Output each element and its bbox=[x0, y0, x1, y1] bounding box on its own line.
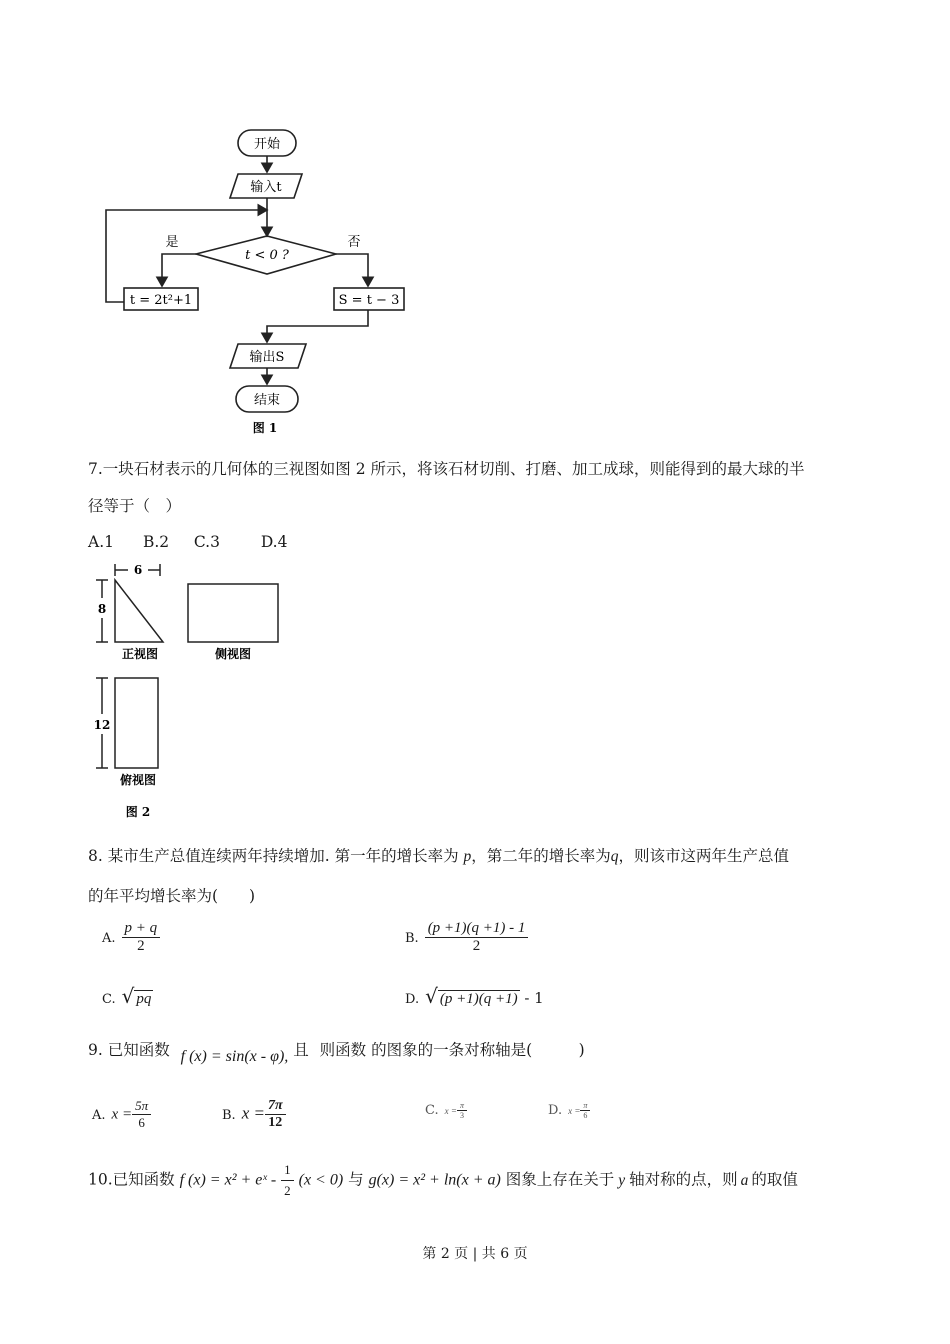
q8-p: p bbox=[463, 848, 472, 865]
figure-2-caption: 图 2 bbox=[125, 805, 151, 819]
q7-line2: 径等于（ ） bbox=[88, 497, 182, 515]
q9-mid1: 且 bbox=[293, 1041, 309, 1059]
no-label: 否 bbox=[347, 235, 361, 250]
q8-b-numerator: (p +1)(q +1) - 1 bbox=[425, 920, 529, 938]
q9-a-lhs: x = bbox=[111, 1106, 133, 1123]
yes-label: 是 bbox=[165, 235, 179, 250]
q8-option-a bbox=[102, 920, 160, 955]
dim-width-label: 6 bbox=[133, 563, 143, 577]
front-view-triangle bbox=[115, 580, 163, 642]
q9-d-denominator: 6 bbox=[583, 1110, 588, 1120]
dim-length-label: 12 bbox=[93, 718, 111, 732]
q10-half-denominator: 2 bbox=[284, 1183, 291, 1198]
q7-options bbox=[88, 532, 287, 552]
q8-d-label: D. bbox=[405, 992, 420, 1007]
input-label: 输入t bbox=[250, 180, 282, 195]
q8-a-label: A. bbox=[102, 930, 116, 946]
q9-b-denominator: 12 bbox=[268, 1115, 283, 1130]
q10-g-expression: g(x) = x² + ln(x + a) bbox=[368, 1171, 501, 1189]
q9-option-a bbox=[92, 1098, 151, 1131]
top-view-label: 俯视图 bbox=[119, 773, 157, 787]
no-box-label: S = t − 3 bbox=[338, 293, 400, 308]
q9-option-b bbox=[222, 1098, 286, 1131]
q9-line bbox=[88, 1040, 585, 1065]
q8-a-denominator: 2 bbox=[137, 938, 145, 954]
q9-b-lhs: x = bbox=[241, 1103, 265, 1123]
q7-option-c: C.3 bbox=[193, 533, 220, 551]
condition-label: t < 0 ? bbox=[245, 248, 289, 263]
top-view-rectangle bbox=[115, 678, 158, 768]
q8-c-label: C. bbox=[102, 992, 116, 1007]
q10-line bbox=[88, 1160, 798, 1201]
q10-a: a bbox=[740, 1171, 749, 1189]
q8-option-c bbox=[102, 984, 153, 1008]
q10-half-numerator: 1 bbox=[281, 1160, 294, 1181]
q8-line1 bbox=[88, 846, 789, 867]
q9-function: f (x) = sin(x - φ), bbox=[180, 1048, 289, 1065]
q9-option-d bbox=[548, 1100, 590, 1120]
q9-d-lhs: x = bbox=[568, 1106, 581, 1116]
q9-d-numerator: π bbox=[580, 1101, 590, 1111]
q7-option-a: A.1 bbox=[88, 533, 114, 551]
side-view-label: 侧视图 bbox=[214, 647, 252, 661]
figure-1-caption: 图 1 bbox=[252, 421, 278, 435]
q9-mid2: 则函数 bbox=[319, 1041, 367, 1059]
q8-text-a: 8. 某市生产总值连续两年持续增加. 第一年的增长率为 bbox=[88, 847, 464, 865]
q9-c-numerator: π bbox=[457, 1101, 467, 1111]
q10-f-domain: (x < 0) bbox=[298, 1171, 344, 1189]
q8-option-d bbox=[405, 984, 544, 1008]
q8-b-label: B. bbox=[405, 930, 419, 946]
page-footer: 第 2 页 | 共 6 页 bbox=[422, 1246, 528, 1262]
q7-option-d: D.4 bbox=[260, 533, 288, 551]
q9-a-numerator: 5π bbox=[132, 1098, 151, 1115]
q8-text-c: ，则该市这两年生产总值 bbox=[618, 847, 790, 865]
q8-c-expr: pq bbox=[136, 991, 152, 1007]
q9-c-lhs: x = bbox=[444, 1106, 457, 1116]
q10-y: y bbox=[618, 1171, 626, 1189]
q9-prefix: 9. 已知函数 bbox=[88, 1041, 170, 1059]
q10-suffix-c: 的取值 bbox=[751, 1170, 798, 1189]
q10-f-expression: f (x) = x² + eˣ - bbox=[179, 1171, 277, 1189]
side-view-rectangle bbox=[188, 584, 278, 642]
q10-prefix: 10.已知函数 bbox=[88, 1170, 175, 1189]
q9-b-label: B. bbox=[222, 1107, 236, 1123]
q8-option-b bbox=[405, 920, 528, 955]
q8-d-tail: - 1 bbox=[519, 989, 544, 1007]
flowchart-figure-1 bbox=[100, 120, 440, 440]
q8-a-numerator: p + q bbox=[122, 920, 161, 938]
start-label: 开始 bbox=[253, 137, 281, 152]
q10-mid: 与 bbox=[348, 1170, 364, 1189]
q9-d-label: D. bbox=[548, 1103, 563, 1118]
q9-a-label: A. bbox=[92, 1107, 106, 1123]
q9-suffix: 的图象的一条对称轴是( ) bbox=[371, 1041, 585, 1059]
q7-line1: 7.一块石材表示的几何体的三视图如图 2 所示，将该石材切削、打磨、加工成球，则能得到的最大球的半 bbox=[88, 460, 805, 478]
q9-b-numerator: 7π bbox=[265, 1098, 286, 1115]
sqrt-icon: √ bbox=[121, 984, 135, 1008]
q8-line2: 的年平均增长率为( ) bbox=[88, 887, 256, 905]
q9-option-c bbox=[425, 1100, 467, 1120]
yes-box-label: t = 2t²+1 bbox=[129, 293, 193, 308]
q8-q: q bbox=[610, 848, 619, 865]
three-view-figure-2 bbox=[90, 560, 410, 825]
q8-d-expr: (p +1)(q +1) bbox=[439, 991, 518, 1007]
sqrt-icon: √ bbox=[425, 984, 438, 1008]
q10-suffix-a: 图象上存在关于 bbox=[505, 1170, 615, 1189]
q9-c-denominator: 3 bbox=[459, 1110, 464, 1120]
q8-b-denominator: 2 bbox=[472, 938, 481, 954]
q8-text-b: ，第二年的增长率为 bbox=[471, 847, 611, 865]
q9-a-denominator: 6 bbox=[138, 1115, 145, 1130]
end-label: 结束 bbox=[253, 393, 281, 408]
dim-height-label: 8 bbox=[97, 602, 107, 616]
q7-option-b: B.2 bbox=[142, 533, 170, 551]
front-view-label: 正视图 bbox=[121, 647, 159, 661]
q10-suffix-b: 轴对称的点，则 bbox=[629, 1170, 738, 1189]
output-label: 输出S bbox=[249, 350, 285, 365]
q9-c-label: C. bbox=[425, 1103, 439, 1118]
